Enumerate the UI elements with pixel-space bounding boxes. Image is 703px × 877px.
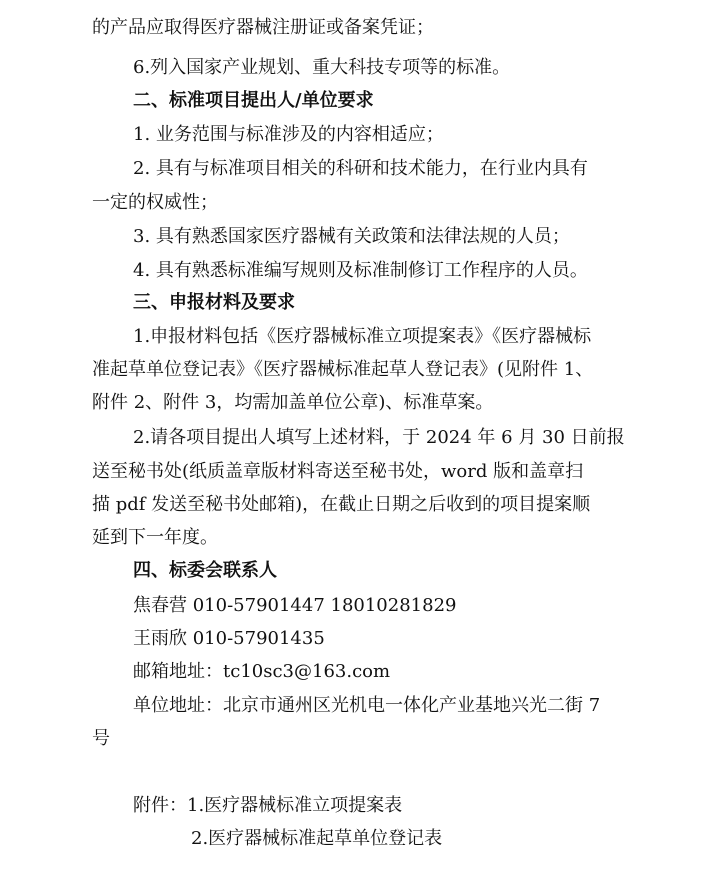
text-line: 6.列入国家产业规划、重大科技专项等的标准。 (133, 57, 511, 78)
text-line: 准起草单位登记表》《医疗器械标准起草人登记表》(见附件 1、 (92, 359, 594, 380)
text-line: 1.申报材料包括《医疗器械标准立项提案表》《医疗器械标 (133, 326, 592, 347)
section-heading: 四、标委会联系人 (133, 560, 277, 581)
attachment-line: 附件：1.医疗器械标准立项提案表 (133, 795, 403, 816)
text-line: 2. 具有与标准项目相关的科研和技术能力，在行业内具有 (133, 158, 588, 179)
text-line: 延到下一年度。 (92, 527, 218, 548)
text-line: 送至秘书处(纸质盖章版材料寄送至秘书处，word 版和盖章扫 (92, 461, 584, 482)
contact-line: 焦春营 010-57901447 18010281829 (133, 595, 457, 616)
address-line: 单位地址：北京市通州区光机电一体化产业基地兴光二街 7 (133, 695, 601, 716)
text-line: 2.请各项目提出人填写上述材料，于 2024 年 6 月 30 日前报 (133, 427, 625, 448)
section-heading: 二、标准项目提出人/单位要求 (133, 90, 374, 111)
email-line: 邮箱地址：tc10sc3@163.com (133, 661, 391, 682)
text-line: 描 pdf 发送至秘书处邮箱)，在截止日期之后收到的项目提案顺 (92, 494, 591, 515)
text-line: 1. 业务范围与标准涉及的内容相适应； (133, 124, 444, 145)
text-line: 附件 2、附件 3，均需加盖单位公章)、标准草案。 (92, 392, 494, 413)
text-line: 的产品应取得医疗器械注册证或备案凭证； (92, 17, 434, 38)
text-line: 一定的权威性； (92, 192, 218, 213)
section-heading: 三、申报材料及要求 (133, 292, 295, 313)
address-line: 号 (92, 728, 110, 749)
text-line: 3. 具有熟悉国家医疗器械有关政策和法律法规的人员； (133, 226, 570, 247)
text-line: 4. 具有熟悉标准编写规则及标准制修订工作程序的人员。 (133, 260, 588, 281)
contact-line: 王雨欣 010-57901435 (133, 628, 325, 649)
attachment-line: 2.医疗器械标准起草单位登记表 (191, 828, 443, 849)
